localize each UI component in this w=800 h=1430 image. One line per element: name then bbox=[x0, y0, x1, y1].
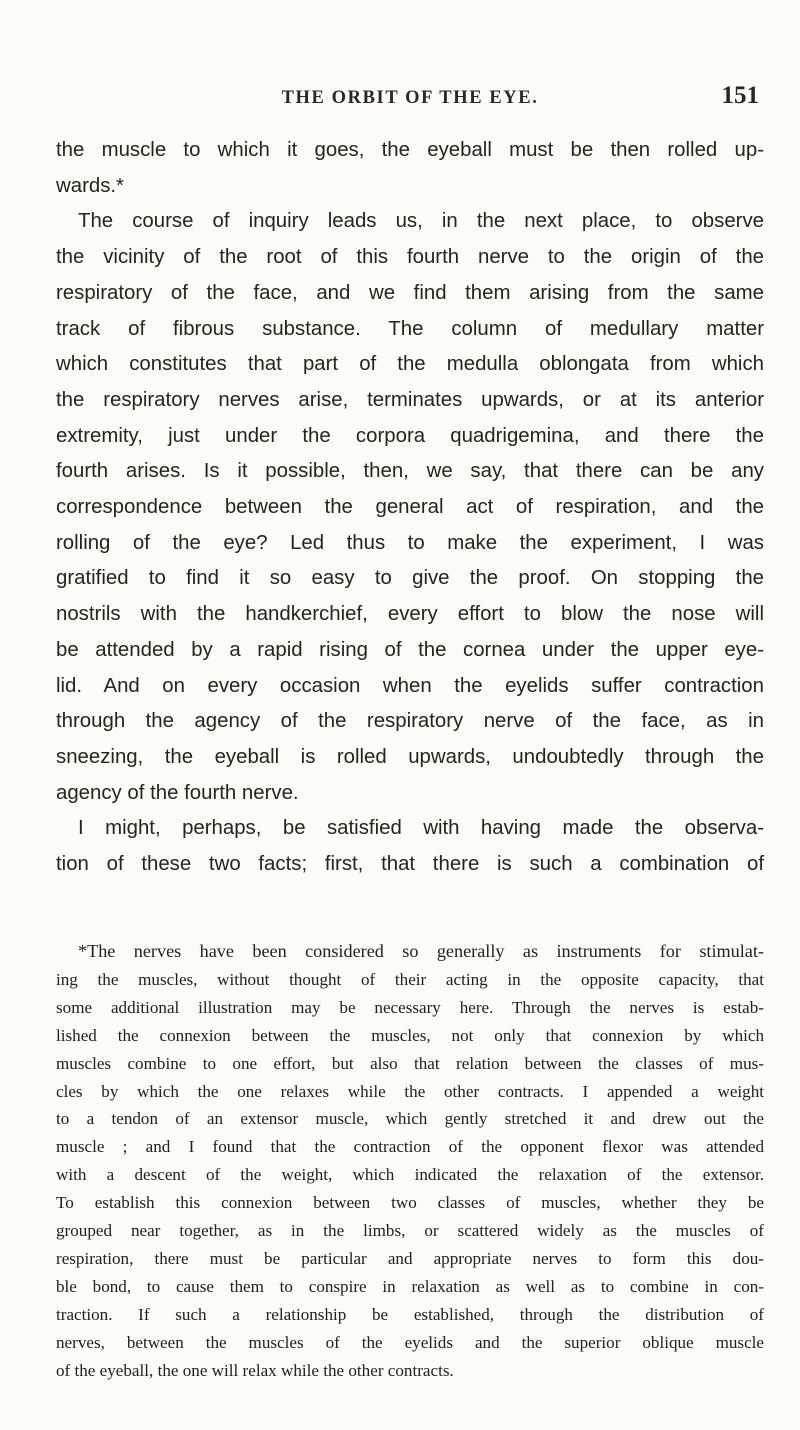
text-line: gratified to find it so easy to give the proof. On stopping the bbox=[56, 567, 764, 590]
running-title: THE ORBIT OF THE EYE. bbox=[281, 88, 539, 108]
footnote-line: grouped near together, as in the limbs, or scattered widely as the muscles of bbox=[56, 1221, 764, 1241]
footnote-line: muscles combine to one effort, but also that relation between the classes of mus- bbox=[56, 1053, 764, 1073]
text-line: tion of these two facts; first, that there is such a combination of bbox=[56, 853, 764, 876]
text-line: the muscle to which it goes, the eyeball must be then rolled up- bbox=[56, 139, 764, 161]
footnote-line: cles by which the one relaxes while the other contracts. I appended a weight bbox=[56, 1081, 764, 1101]
footnote-line: *The nerves have been considered so generally as instruments for stimulat- bbox=[78, 941, 764, 961]
footnote-line: with a descent of the weight, which indicated the relaxation of the extensor. bbox=[56, 1165, 764, 1185]
text-line: agency of the fourth nerve. bbox=[56, 781, 299, 804]
running-head bbox=[56, 82, 764, 116]
footnote-line: muscle ; and I found that the contraction of the opponent flexor was attended bbox=[56, 1137, 764, 1157]
footnote-line: some additional illustration may be necessary here. Through the nerves is estab- bbox=[56, 997, 764, 1017]
footnote-line: traction. If such a relationship be established, through the distribution of bbox=[56, 1304, 764, 1324]
text-line: nostrils with the handkerchief, every effort to blow the nose will bbox=[56, 603, 764, 626]
footnote-line: to a tendon of an extensor muscle, which gently stretched it and drew out the bbox=[56, 1109, 764, 1129]
text-line: The course of inquiry leads us, in the next place, to observe bbox=[78, 210, 764, 233]
text-line: extremity, just under the corpora quadrigemina, and there the bbox=[56, 424, 764, 447]
text-line: be attended by a rapid rising of the cornea under the upper eye- bbox=[56, 638, 764, 661]
text-line: rolling of the eye? Led thus to make the experiment, I was bbox=[56, 531, 764, 554]
text-line: which constitutes that part of the medulla oblongata from which bbox=[56, 353, 764, 376]
text-line: wards.* bbox=[56, 174, 124, 197]
footnote-line: ble bond, to cause them to conspire in relaxation as well as to combine in con- bbox=[56, 1276, 764, 1296]
main-text bbox=[56, 133, 764, 883]
text-line: fourth arises. Is it possible, then, we say, that there can be any bbox=[56, 460, 764, 483]
footnote bbox=[56, 938, 764, 1385]
footnote-line: of the eyeball, the one will relax while the other contracts. bbox=[56, 1360, 454, 1380]
text-line: sneezing, the eyeball is rolled upwards, undoubtedly through the bbox=[56, 745, 764, 768]
text-line: track of fibrous substance. The column of medullary matter bbox=[56, 317, 764, 340]
footnote-line: ing the muscles, without thought of their acting in the opposite capacity, that bbox=[56, 969, 764, 989]
text-line: respiratory of the face, and we find them arising from the same bbox=[56, 281, 764, 304]
text-line: through the agency of the respiratory nerve of the face, as in bbox=[56, 710, 764, 733]
footnote-line: respiration, there must be particular and appropriate nerves to form this dou- bbox=[56, 1248, 764, 1268]
text-line: correspondence between the general act of respiration, and the bbox=[56, 496, 764, 519]
footnote-line: lished the connexion between the muscles, not only that connexion by which bbox=[56, 1025, 764, 1045]
text-line: I might, perhaps, be satisfied with having made the observa- bbox=[78, 817, 764, 840]
footnote-line: To establish this connexion between two classes of muscles, whether they be bbox=[56, 1193, 764, 1213]
text-line: the respiratory nerves arise, terminates upwards, or at its anterior bbox=[56, 388, 764, 411]
text-line: lid. And on every occasion when the eyelids suffer contraction bbox=[56, 674, 764, 697]
footnote-line: nerves, between the muscles of the eyelids and the superior oblique muscle bbox=[56, 1332, 764, 1352]
text-line: the vicinity of the root of this fourth nerve to the origin of the bbox=[56, 246, 764, 269]
page-number: 151 bbox=[721, 82, 759, 109]
